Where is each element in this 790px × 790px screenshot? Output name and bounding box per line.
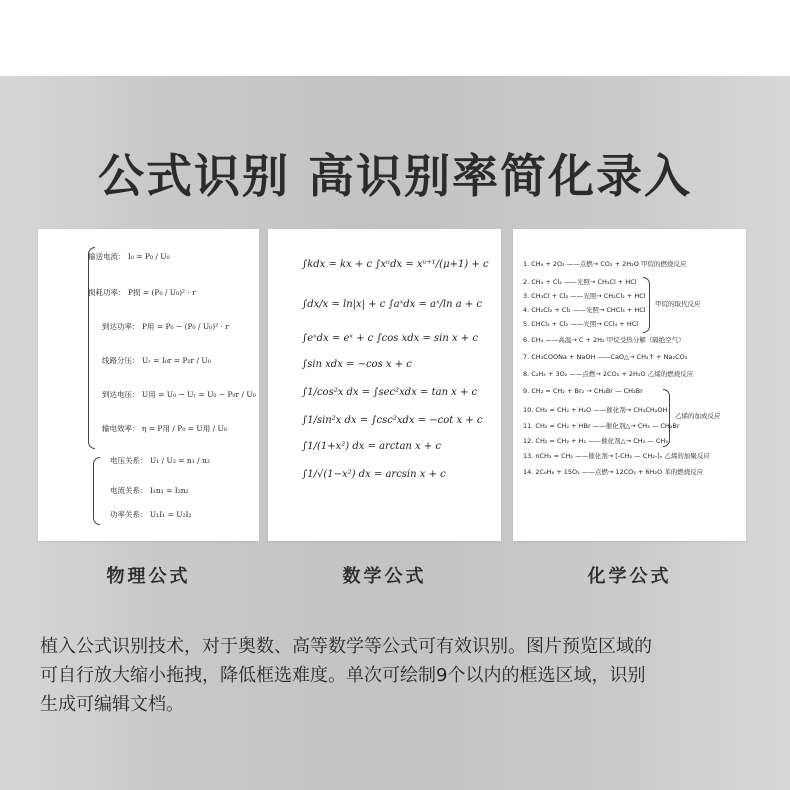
formula-line: ∫kdx = kx + c ∫xᵘdx = xᵘ⁺¹/(μ+1) + c	[302, 259, 489, 270]
formula-line: ∫1/(1+x²) dx = arctan x + c	[302, 441, 442, 452]
formula-line: 7. CH₃COONa + NaOH ——CaO△→ CH₄↑ + Na₂CO₃	[523, 353, 688, 361]
formula-line: 5. CHCl₃ + Cl₂ ——光照→ CCl₄ + HCl	[523, 320, 639, 328]
description-line: 生成可编辑文档。	[40, 694, 184, 715]
description-line: 可自行放大缩小拖拽，降低框选难度。单次可绘制9个以内的框选区域，识别	[40, 665, 646, 686]
formula-line: 电流关系： I₁n₁ = I₂n₂	[110, 486, 189, 495]
formula-line: 11. CH₂ = CH₂ + HBr ——催化剂△→ CH₃ — CH₂Br	[523, 422, 680, 430]
formula-line: 1. CH₄ + 2O₂ ——点燃→ CO₂ + 2H₂O 甲烷的燃烧反应	[523, 260, 687, 268]
formula-line: 13. nCH₂ = CH₂ ——催化剂→ [-CH₂ — CH₂-]ₙ 乙烯的加聚反应	[523, 452, 710, 460]
physics-brace	[88, 247, 95, 449]
brace-label: 甲烷的取代反应	[655, 300, 701, 308]
formula-line: 8. C₂H₄ + 3O₂ ——点燃→ 2CO₂ + 2H₂O 乙烯的燃烧反应	[523, 370, 694, 378]
formula-line: ∫dx/x = ln|x| + c ∫aˣdx = aˣ/ln a + c	[302, 299, 483, 310]
formula-line: 输电效率： η = P用 / P₀ = U用 / U₀	[102, 424, 227, 433]
formula-line: 6. CH₄ ——高温→ C + 2H₂ 甲烷受热分解（隔绝空气）	[523, 336, 685, 344]
chemistry-caption: 化学公式	[587, 566, 672, 587]
physics-formula-card	[38, 229, 259, 541]
formula-line: ∫sin xdx = −cos x + c	[302, 359, 412, 370]
formula-line: ∫1/cos²x dx = ∫sec²xdx = tan x + c	[302, 387, 478, 398]
description-line: 植入公式识别技术，对于奥数、高等数学等公式可有效识别。图片预览区域的	[40, 636, 652, 657]
formula-line: 到达电压： U用 = U₀ − Uᵣ = U₀ − P₀r / U₀	[102, 390, 256, 399]
formula-line: 功率关系： U₁I₁ = U₂I₂	[110, 510, 192, 519]
physics-caption: 物理公式	[106, 566, 191, 587]
formula-line: ∫eˣdx = eˣ + c ∫cos xdx = sin x + c	[302, 333, 478, 344]
page-headline: 公式识别 高识别率简化录入	[97, 149, 692, 203]
formula-line: 10. CH₂ = CH₂ + H₂O ——催化剂→ CH₃CH₂OH	[523, 406, 668, 414]
formula-line: 4. CH₂Cl₂ + Cl₂ ——光照→ CHCl₃ + HCl	[523, 306, 646, 314]
formula-line: 线路分压： Uᵣ = I₀r = P₀r / U₀	[102, 356, 211, 365]
feature-description	[40, 632, 756, 719]
formula-line: 14. 2C₆H₆ + 15O₂ ——点燃→ 12CO₂ + 6H₂O 苯的燃烧反应	[523, 468, 704, 476]
formula-line: 输送电流： I₀ = P₀ / U₀	[88, 252, 170, 261]
math-caption: 数学公式	[342, 566, 427, 587]
formula-line: 损耗功率： P损 = (P₀ / U₀)² · r	[88, 288, 196, 297]
transformer-brace	[93, 457, 100, 525]
brace-label: 乙烯的加成反应	[675, 412, 721, 420]
formula-line: 到达功率： P用 = P₀ − (P₀ / U₀)² · r	[102, 322, 229, 331]
formula-line: 2. CH₄ + Cl₂ ——光照→ CH₃Cl + HCl	[523, 278, 637, 286]
formula-line: 9. CH₂ = CH₂ + Br₂ → CH₂Br — CH₂Br	[523, 387, 643, 395]
formula-line: ∫1/√(1−x²) dx = arcsin x + c	[302, 469, 446, 480]
formula-line: 3. CH₃Cl + Cl₂ ——光照→ CH₂Cl₂ + HCl	[523, 292, 646, 300]
formula-line: 12. CH₂ = CH₂ + H₂ ——催化剂△→ CH₃ — CH₃	[523, 437, 668, 445]
formula-line: ∫1/sin²x dx = ∫csc²xdx = −cot x + c	[302, 415, 483, 426]
math-formula-card	[268, 229, 501, 541]
chemistry-formula-card	[513, 229, 746, 541]
formula-line: 电压关系： U₁ / U₂ = n₁ / n₂	[110, 456, 210, 465]
